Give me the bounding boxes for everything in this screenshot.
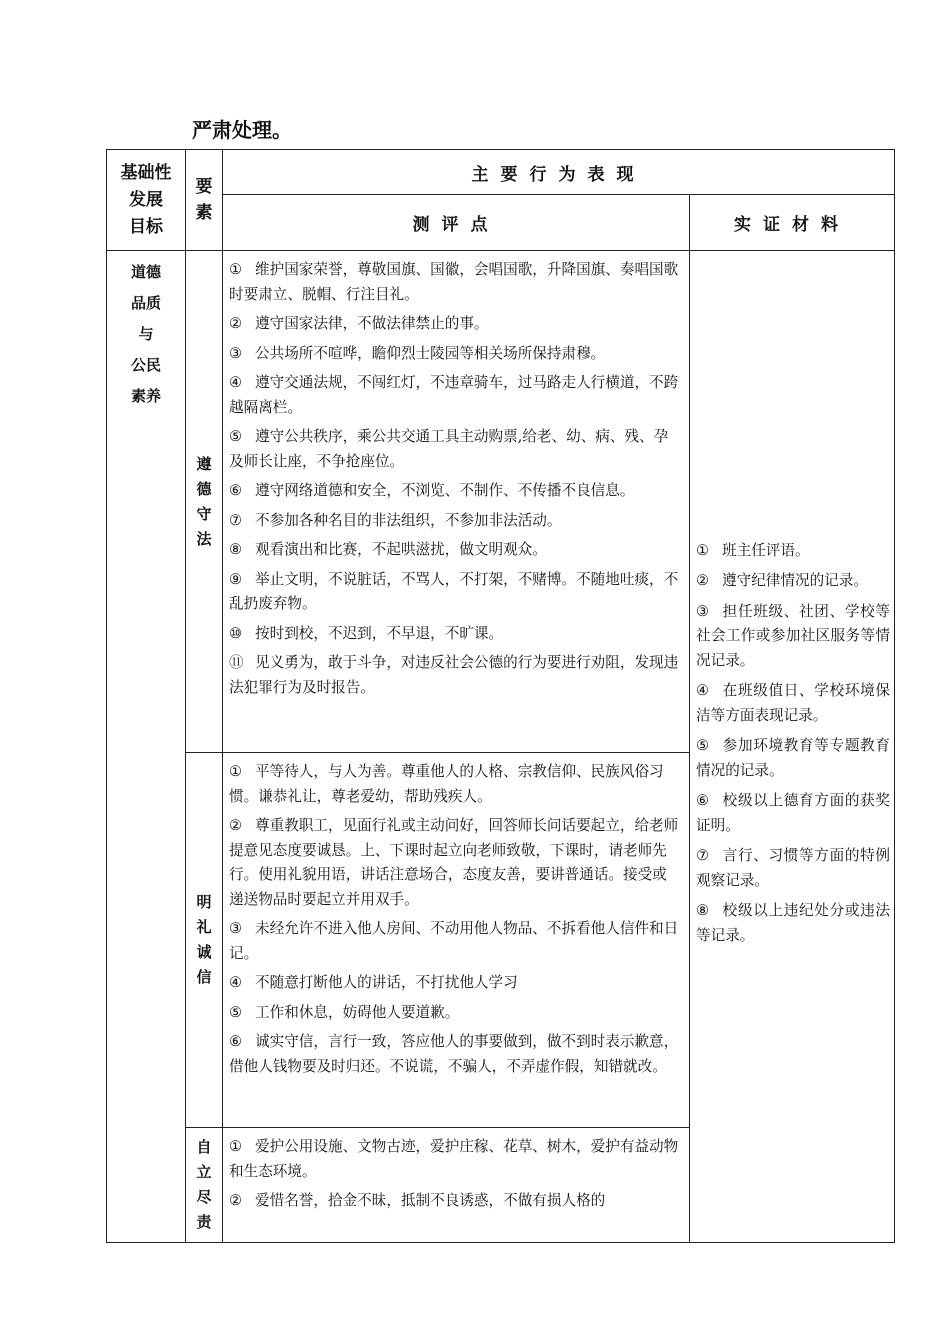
evaluation-points-self-reliance: [223, 1128, 690, 1243]
list-item: ⑨ 举止文明，不说脏话，不骂人，不打架，不赌博。不随地吐痰，不乱扔废弃物。: [229, 570, 679, 612]
list-item: ④ 不随意打断他人的讲话，不打扰他人学习: [229, 974, 518, 991]
goal-column-header: 基础性 发展 目标: [107, 150, 186, 251]
main-behavior-header: 主要行为表现: [223, 150, 895, 195]
evaluation-points-courtesy: [223, 753, 690, 1128]
list-item: ③ 公共场所不喧哗，瞻仰烈士陵园等相关场所保持肃穆。: [229, 344, 606, 362]
list-item: ⑥ 校级以上德育方面的获奖证明。: [696, 792, 890, 834]
evaluation-table: [106, 149, 895, 1243]
list-item: ⑦ 言行、习惯等方面的特例观察记录。: [696, 847, 890, 889]
intro-line: 严肃处理。: [192, 118, 292, 142]
element-label-self-reliance: 自 立 尽 责: [186, 1128, 223, 1243]
list-item: ⑩ 按时到校，不迟到，不早退，不旷课。: [229, 624, 504, 642]
evaluation-points-header: 测评点: [223, 195, 690, 251]
list-item: ⑥ 遵守网络道德和安全，不浏览、不制作、不传播不良信息。: [229, 482, 635, 499]
goal-label: 道德 品质 与 公民 素养: [107, 251, 186, 1243]
list-item: ⑦ 不参加各种名目的非法组织，不参加非法活动。: [229, 511, 562, 529]
list-item: ⑥ 诚实守信，言行一致，答应他人的事要做到，做不到时表示歉意，借他人钱物要及时归还。不说谎，不骗人，不弄虚作假，知错就改。: [229, 1033, 679, 1075]
list-item: ⑪ 见义勇为，敢于斗争，对违反社会公德的行为要进行劝阻，发现违法犯罪行为及时报告。: [229, 654, 679, 696]
list-item: ⑤ 遵守公共秩序，乘公共交通工具主动购票,给老、幼、病、残、孕及师长让座，不争抢座位。: [229, 428, 669, 470]
element-column-header: 要 素: [186, 150, 223, 251]
element-label-courtesy: 明 礼 诚 信: [186, 753, 223, 1128]
list-item: ① 平等待人，与人为善。尊重他人的人格、宗教信仰、民族风俗习惯。谦恭礼让，尊老爱幼，帮助残疾人。: [229, 763, 664, 805]
list-item: ④ 遵守交通法规，不闯红灯，不违章骑车，过马路走人行横道，不跨越隔离栏。: [229, 374, 679, 416]
list-item: ① 班主任评语。: [696, 541, 810, 559]
evidence-list: [690, 251, 895, 1243]
list-item: ⑤ 工作和休息，妨碍他人要道歉。: [229, 1003, 460, 1021]
list-item: ① 爱护公用设施、文物古迹，爱护庄稼、花草、树木，爱护有益动物和生态环境。: [229, 1138, 679, 1180]
list-item: ② 尊重教职工，见面行礼或主动问好，回答师长问话要起立，给老师提意见态度要诚恳。上、下课时起立向老师致敬，下课时，请老师先行。使用礼貌用语，讲话注意场合，态度友善，要讲普通话。接受或递送物品时要起立并用双手。: [229, 817, 679, 908]
list-item: ② 遵守国家法律，不做法律禁止的事。: [229, 315, 489, 332]
evaluation-points-law: [223, 251, 690, 753]
list-item: ③ 未经允许不进入他人房间、不动用他人物品、不拆看他人信件和日记。: [229, 920, 679, 962]
list-item: ① 维护国家荣誉，尊敬国旗、国徽，会唱国歌，升降国旗、奏唱国歌时要肃立、脱帽、行注目礼。: [229, 261, 679, 303]
element-label-law: 遵 德 守 法: [186, 251, 223, 753]
list-item: ② 爱惜名誉，拾金不昧，抵制不良诱惑，不做有损人格的: [229, 1192, 606, 1209]
list-item: ⑧ 观看演出和比赛，不起哄滋扰，做文明观众。: [229, 541, 547, 558]
list-item: ④ 在班级值日、学校环境保洁等方面表现记录。: [696, 682, 890, 724]
evidence-header: 实证材料: [690, 195, 895, 251]
list-item: ⑧ 校级以上违纪处分或违法等记录。: [696, 902, 890, 944]
list-item: ③ 担任班级、社团、学校等社会工作或参加社区服务等情况记录。: [696, 602, 890, 669]
list-item: ⑤ 参加环境教育等专题教育情况的记录。: [696, 737, 890, 779]
list-item: ② 遵守纪律情况的记录。: [696, 572, 868, 590]
